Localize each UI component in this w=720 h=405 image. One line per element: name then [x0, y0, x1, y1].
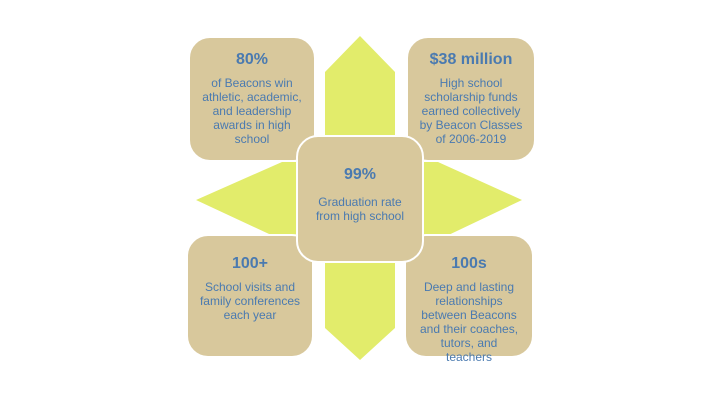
stat-description: of Beacons win athletic, academic, and leadership awards in high school — [202, 76, 302, 146]
stat-card-school-visits — [186, 234, 314, 358]
stat-card-relationships — [404, 234, 534, 364]
stat-description: Graduation rate from high school — [315, 195, 405, 223]
stat-description: School visits and family conferences each year — [199, 280, 301, 322]
stat-value: 80% — [235, 51, 269, 68]
stat-value: 100s — [451, 255, 487, 272]
stat-description: Deep and lasting relationships between Beacons and their coaches, tutors, and teachers — [419, 280, 519, 364]
stat-description: High school scholarship funds earned collectively by Beacon Classes of 2006-2019 — [419, 76, 523, 146]
stat-card-scholarships — [406, 36, 536, 162]
stat-card-awards — [188, 36, 316, 162]
stat-value: $38 million — [429, 51, 513, 68]
stat-value: 100+ — [231, 255, 269, 272]
stat-value: 99% — [343, 166, 377, 183]
stat-card-graduation-rate — [296, 135, 424, 263]
